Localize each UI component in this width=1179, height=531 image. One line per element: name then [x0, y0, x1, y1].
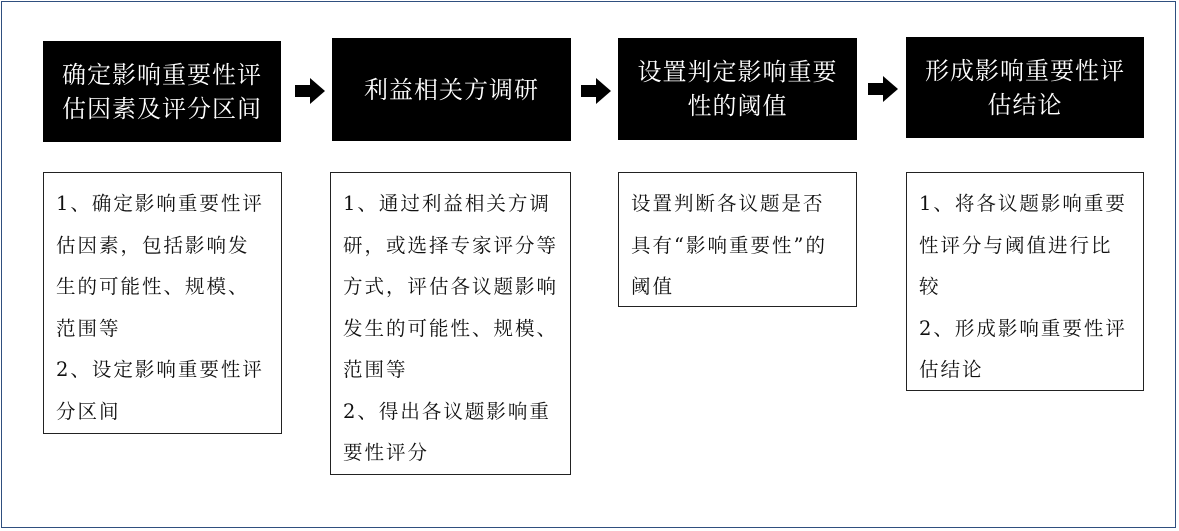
step-4-header: [906, 37, 1144, 138]
step-4-detail-2: 2、形成影响重要性评估结论: [919, 316, 1127, 381]
step-4-title-line-1: 形成影响重要性评: [925, 56, 1125, 85]
step-3-details: [618, 172, 857, 307]
step-3-title: [638, 55, 838, 123]
step-2-title: 利益相关方调研: [364, 75, 539, 104]
step-1-title-line-1: 确定影响重要性评: [62, 60, 262, 89]
step-4-title-line-2: 估结论: [987, 90, 1063, 119]
step-2-detail-2: 2、得出各议题影响重要性评分: [343, 399, 551, 464]
step-2-detail-1: 1、通过利益相关方调研，或选择专家评分等方式，评估各议题影响发生的可能性、规模、范围等: [343, 192, 559, 381]
step-2-details: [330, 172, 571, 475]
right-arrow-icon: [868, 76, 898, 102]
right-arrow-icon: [581, 78, 611, 104]
step-1-title-line-2: 估因素及评分区间: [62, 94, 262, 123]
step-1-detail-2: 2、设定影响重要性评分区间: [56, 358, 264, 423]
step-1-detail-1: 1、确定影响重要性评估因素，包括影响发生的可能性、规模、范围等: [56, 192, 264, 340]
step-2-header: [332, 38, 571, 141]
step-1-title: [62, 58, 262, 126]
step-3-title-line-2: 性的阈值: [687, 92, 788, 120]
step-1-details: [43, 172, 282, 434]
step-4-title: [925, 54, 1125, 122]
step-3-title-line-1: 设置判定影响重要: [637, 58, 838, 86]
step-3-header: [618, 38, 857, 140]
right-arrow-icon: [295, 78, 325, 104]
step-4-details: [906, 172, 1144, 391]
step-4-detail-1: 1、将各议题影响重要性评分与阈值进行比较: [919, 192, 1127, 298]
step-1-header: [43, 41, 281, 142]
step-3-detail-1: 设置判断各议题是否具有“影响重要性”的阈值: [631, 192, 827, 298]
